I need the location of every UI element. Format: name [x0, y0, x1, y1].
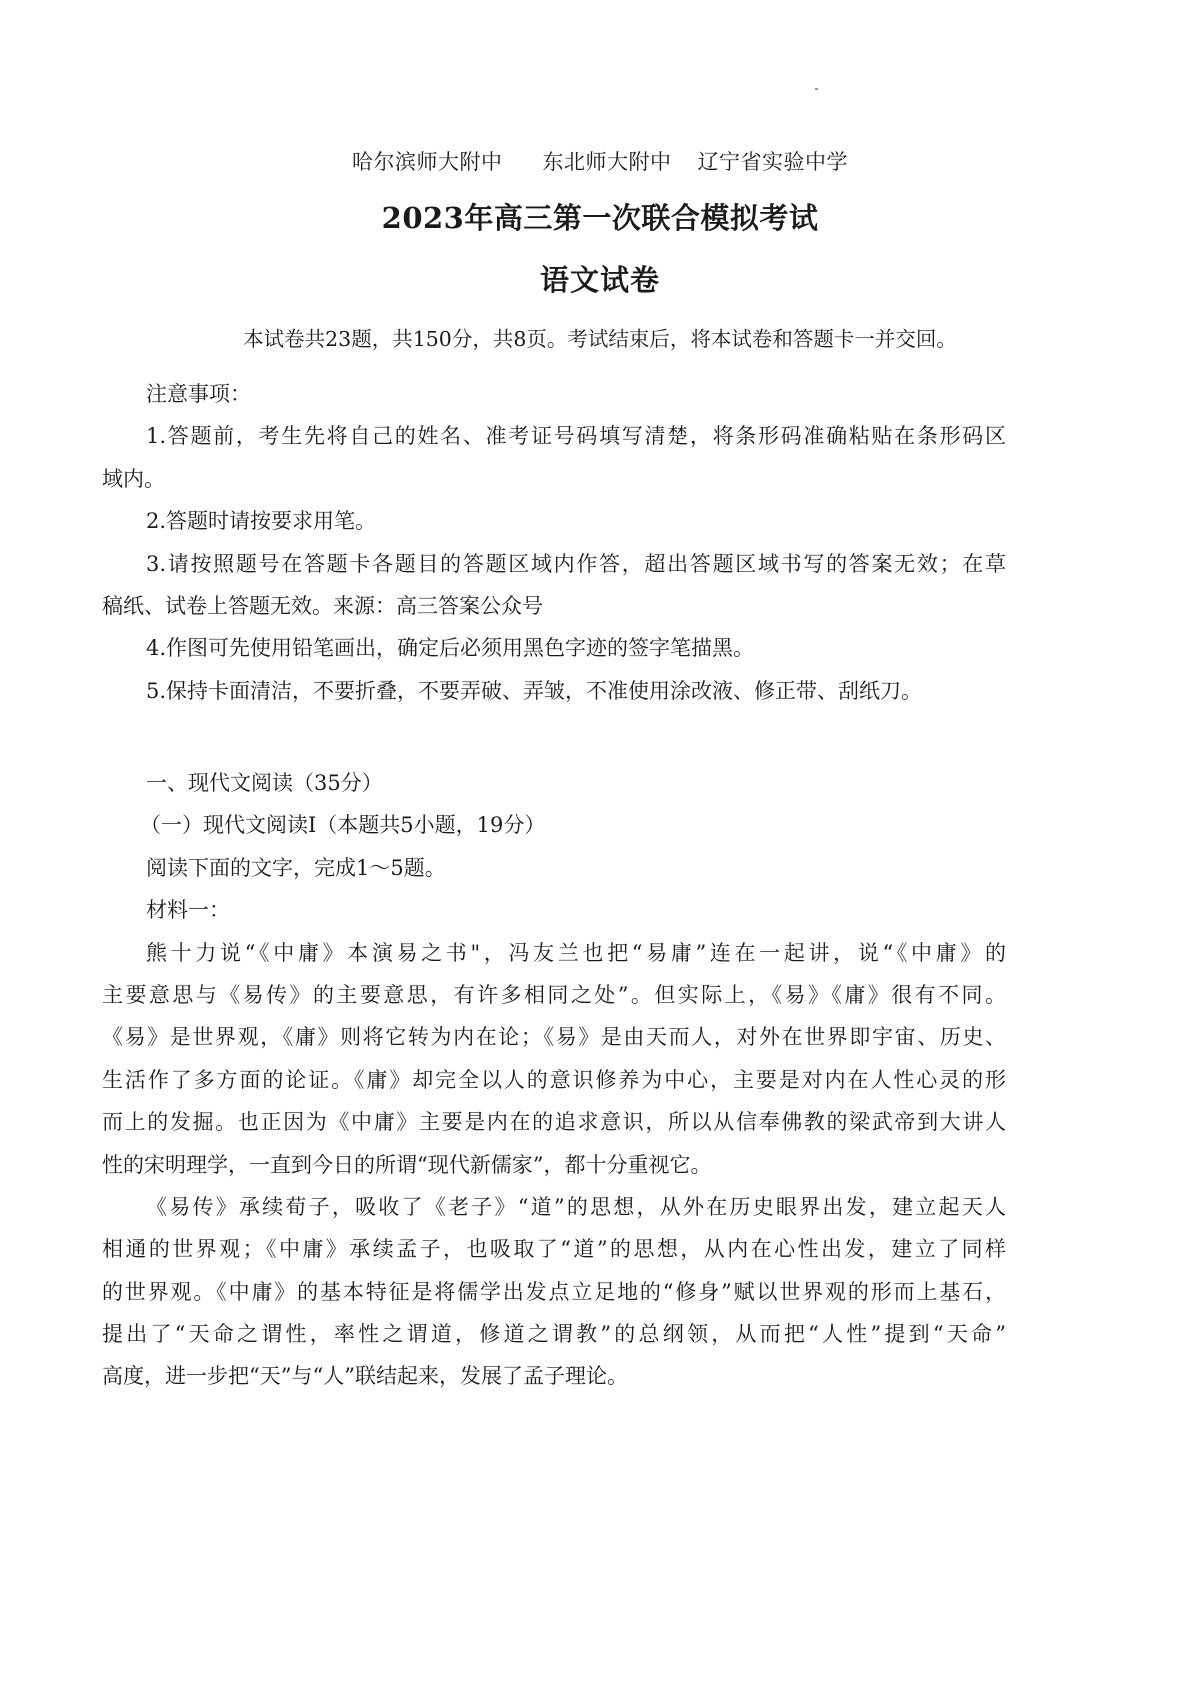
- paragraph-line: 性的宋明理学，一直到今日的所谓“现代新儒家”，都十分重视它。: [102, 1152, 712, 1177]
- material-label: 材料一：: [146, 898, 230, 923]
- school-name: 辽宁省实验中学: [697, 150, 848, 174]
- section-instruction: 阅读下面的文字，完成1～5题。: [146, 855, 446, 880]
- section-heading: 一、现代文阅读（35分）: [146, 771, 383, 795]
- school-names: [0, 146, 1200, 176]
- reading-section: [102, 762, 1006, 1398]
- paragraph-line: 《易传》承续荀子，吸收了《老子》“道”的思想，从外在历史眼界出发，建立起天人: [146, 1194, 1006, 1219]
- paragraph-line: 主要意思与《易传》的主要意思，有许多相同之处”。但实际上，《易》《庸》很有不同。: [102, 982, 1006, 1007]
- paragraph-line: 提出了“天命之谓性，率性之谓道，修道之谓教”的总纲领，从而把“人性”提到“天命”: [102, 1322, 1006, 1347]
- note-line: 2.答题时请按要求用笔。: [146, 509, 377, 534]
- exam-title: 2023年高三第一次联合模拟考试: [381, 201, 819, 235]
- paragraph-line: 《易》是世界观，《庸》则将它转为内在论；《易》是由天而人，对外在世界即宇宙、历史、: [102, 1025, 1006, 1050]
- exam-intro: 本试卷共23题，共150分，共8页。考试结束后，将本试卷和答题卡一并交回。: [243, 327, 957, 351]
- exam-subtitle: 语文试卷: [539, 263, 660, 297]
- note-line: 3.请按照题号在答题卡各题目的答题区域内作答，超出答题区域书写的答案无效；在草: [146, 551, 1006, 576]
- note-line: 5.保持卡面清洁，不要折叠，不要弄破、弄皱，不准使用涂改液、修正带、刮纸刀。: [146, 678, 923, 703]
- paragraph-line: 的世界观。《中庸》的基本特征是将儒学出发点立足地的“修身”赋以世界观的形而上基石，: [102, 1279, 1006, 1304]
- paragraph-line: 高度，进一步把“天”与“人”联结起来，发展了孟子理论。: [102, 1364, 628, 1389]
- notes-section: [102, 373, 1006, 712]
- paragraph-line: 相通的世界观；《中庸》承续孟子，也吸取了“道”的思想，从内在心性出发，建立了同样: [102, 1237, 1006, 1262]
- note-line: 稿纸、试卷上答题无效。来源：高三答案公众号: [102, 593, 543, 618]
- school-name: 东北师大附中: [542, 150, 672, 174]
- paragraph-line: 而上的发掘。也正因为《中庸》主要是内在的追求意识，所以从信奉佛教的梁武帝到大讲人: [102, 1110, 1006, 1135]
- paragraph-line: 生活作了多方面的论证。《庸》却完全以人的意识修养为中心，主要是对内在人性心灵的形: [102, 1067, 1006, 1092]
- school-name: 哈尔滨师大附中: [352, 150, 503, 174]
- note-line: 1.答题前，考生先将自己的姓名、准考证号码填写清楚，将条形码准确粘贴在条形码区: [146, 424, 1006, 449]
- note-line: 域内。: [102, 466, 165, 491]
- note-line: 4.作图可先使用铅笔画出，确定后必须用黑色字迹的签字笔描黑。: [146, 636, 755, 661]
- scan-speck: [815, 88, 818, 90]
- paragraph-line: 熊十力说“《中庸》本演易之书"，冯友兰也把“易庸”连在一起讲，说“《中庸》的: [146, 940, 1006, 965]
- section-subheading: （一）现代文阅读I（本题共5小题，19分）: [140, 813, 546, 838]
- notes-heading: 注意事项：: [146, 382, 251, 406]
